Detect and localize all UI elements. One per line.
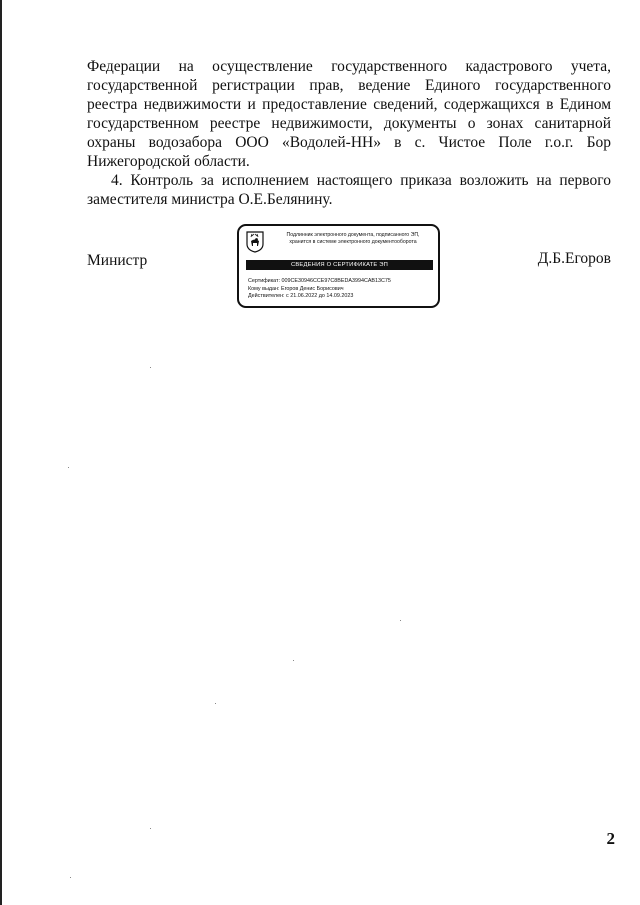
deer-emblem-icon: [246, 231, 264, 253]
scan-speck: [150, 367, 151, 368]
validity-label: Действителен:: [248, 293, 285, 299]
scan-speck: [150, 828, 151, 829]
electronic-signature-stamp: [237, 224, 440, 308]
certificate-label: Сертификат:: [248, 278, 281, 284]
paragraph-continuation: Федерации на осуществление государственного кадастрового учета, государственной регистрации прав, ведение Единого государственного реестра недвижимости и предоставление сведений, содержащихся в Едином государственном реестре недвижимости, документы о зонах санитарной охраны водозабора ООО «Водолей-НН» в с. Чистое Поле г.о.г. Бор Нижегородской области.: [87, 58, 611, 170]
validity-value: с 21.06.2022 до 14.09.2023: [286, 293, 354, 299]
scan-speck: [70, 877, 71, 878]
stamp-header: СВЕДЕНИЯ О СЕРТИФИКАТЕ ЭП: [246, 260, 433, 270]
scan-speck: [400, 620, 401, 621]
stamp-notice-line-1: Подлинник электронного документа, подписанного ЭП,: [286, 232, 420, 238]
stamp-notice-line-2: хранится в системе электронного документооборота: [289, 239, 417, 245]
signatory-title: Министр: [87, 252, 148, 269]
stamp-certificate-details: [248, 278, 438, 301]
issued-to-value: Егоров Денис Борисович: [280, 285, 344, 292]
signatory-name: Д.Б.Егоров: [537, 250, 611, 267]
stamp-notice: [269, 232, 437, 246]
document-body: [87, 57, 611, 209]
paragraph-item-4: 4. Контроль за исполнением настоящего приказа возложить на первого заместителя министра О.Е.Белянину.: [87, 172, 611, 208]
validity-row: [248, 293, 438, 301]
page-left-edge: [0, 0, 2, 905]
scan-speck: [215, 703, 216, 704]
certificate-value: 009CE30946CCE97C8BEDA3994CAB13C75: [281, 278, 391, 284]
issued-to-row: [248, 286, 438, 294]
scan-speck: [293, 660, 294, 661]
page-number: 2: [606, 829, 615, 848]
scan-speck: [68, 467, 69, 468]
certificate-row: [248, 278, 438, 286]
issued-to-label: Кому выдан:: [248, 285, 280, 292]
